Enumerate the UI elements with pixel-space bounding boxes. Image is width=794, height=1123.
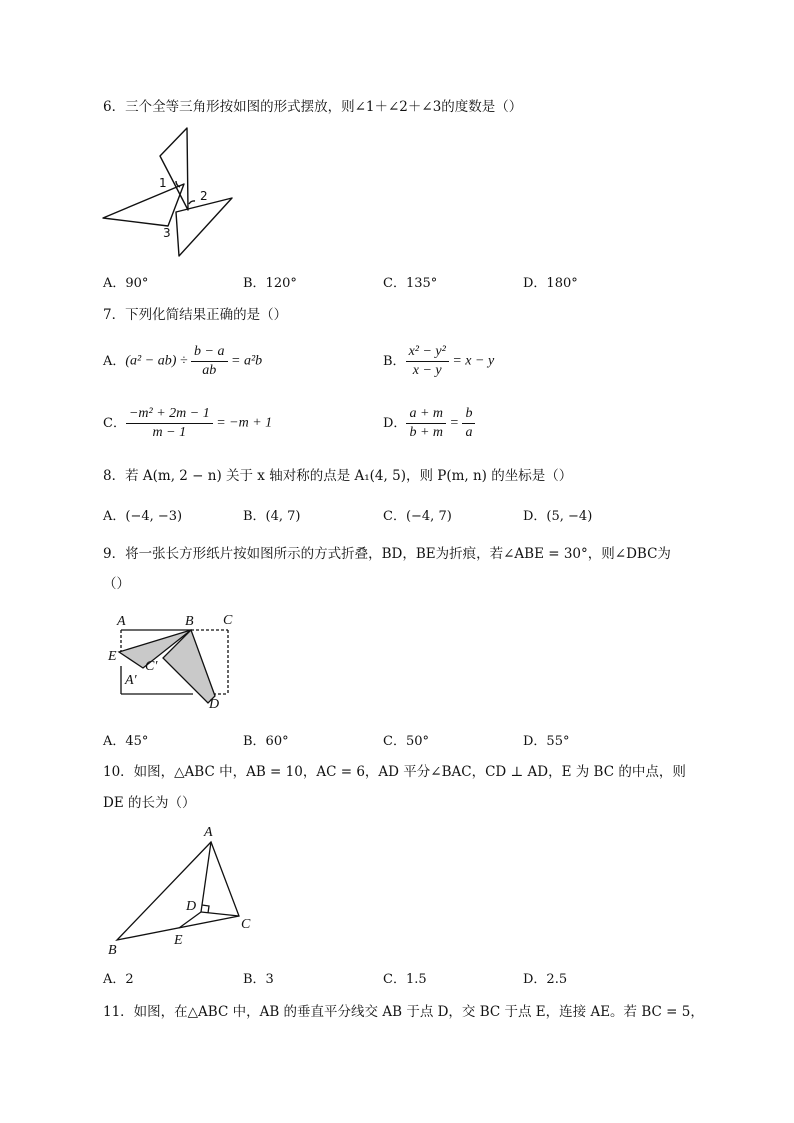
q7-d-equals: = (446, 415, 463, 431)
q6-label-2: 2 (200, 189, 208, 203)
q7-d-numerator: a + m (406, 405, 446, 424)
q7-c-letter: C． (103, 416, 126, 431)
q6-option-a: A．90° (103, 276, 149, 291)
q7-option-d (383, 405, 475, 442)
q9-label-b: B (185, 614, 194, 629)
q8-option-d: D．(5, −4) (523, 509, 593, 524)
q6-angle-arc-2 (189, 201, 195, 204)
q10-triangle-abc (117, 842, 239, 940)
q6-label-3: 3 (163, 226, 171, 240)
q6-triangle-left (103, 184, 184, 226)
q6-stem: 6．三个全等三角形按如图的形式摆放，则∠1＋∠2＋∠3的度数是（） (103, 99, 523, 115)
q7-option-c (103, 405, 272, 442)
q6-triangle-right (176, 198, 232, 256)
q10-label-e: E (174, 933, 183, 948)
q10-stem-line2: DE 的长为（） (103, 795, 196, 811)
q9-stem-line2: （） (103, 576, 130, 592)
q7-d-denominator-2: a (465, 425, 473, 440)
q7-d-fraction-left (406, 405, 446, 442)
q7-a-fraction (191, 343, 227, 380)
q9-label-cprime: C′ (145, 659, 158, 674)
q7-a-right: = a²b (227, 353, 263, 369)
q7-option-b (383, 343, 494, 380)
q9-option-a: A．45° (103, 734, 149, 749)
q6-triangle-top (160, 128, 188, 210)
q9-label-e: E (108, 649, 117, 664)
q7-b-right: = x − y (448, 353, 495, 369)
q10-option-d: D．2.5 (523, 972, 568, 987)
q7-a-numerator: b − a (191, 343, 227, 362)
q6-option-c: C．135° (383, 276, 438, 291)
q9-label-c: C (223, 613, 233, 628)
q7-c-right: = −m + 1 (212, 415, 273, 431)
q10-label-a: A (204, 825, 213, 840)
q7-c-numerator: −m² + 2m − 1 (126, 405, 213, 424)
q9-option-d: D．55° (523, 734, 570, 749)
q7-b-denominator: x − y (412, 363, 442, 378)
q7-b-letter: B． (383, 354, 406, 369)
q7-a-letter: A． (103, 354, 126, 369)
q9-option-b: B．60° (243, 734, 289, 749)
q10-label-c: C (241, 917, 251, 932)
q7-c-denominator: m − 1 (152, 425, 187, 440)
q9-label-d: D (209, 697, 220, 712)
q10-label-b: B (108, 943, 117, 958)
q10-segment-dc (201, 912, 239, 916)
q8-option-a: A．(−4, −3) (103, 509, 183, 524)
q7-d-numerator-2: b (462, 405, 475, 424)
q7-c-fraction (126, 405, 213, 442)
q7-d-letter: D． (383, 416, 407, 431)
q8-stem: 8．若 A(m, 2 − n) 关于 x 轴对称的点是 A₁(4, 5)，则 P(m, n) 的坐标是（） (103, 468, 573, 484)
q10-stem-line1: 10．如图，△ABC 中，AB = 10，AC = 6，AD 平分∠BAC，CD ⊥ AD，E 为 BC 的中点，则 (103, 764, 686, 780)
q6-option-d: D．180° (523, 276, 578, 291)
q10-option-b: B．3 (243, 972, 274, 987)
q8-option-c: C．(−4, 7) (383, 509, 452, 524)
q7-b-fraction (406, 343, 449, 380)
q9-label-aprime: A′ (125, 673, 137, 688)
q9-figure (103, 608, 253, 714)
q10-option-c: C．1.5 (383, 972, 427, 987)
q10-figure (103, 820, 263, 960)
q6-option-b: B．120° (243, 276, 297, 291)
q7-option-a (103, 343, 262, 380)
q9-stem-line1: 9．将一张长方形纸片按如图所示的方式折叠，BD，BE为折痕，若∠ABE = 30°，则∠DBC为 (103, 546, 671, 562)
q7-a-left: (a² − ab) ÷ (125, 353, 192, 369)
q9-option-c: C．50° (383, 734, 429, 749)
q6-angle-arc-1 (176, 181, 180, 187)
q10-segment-ad (201, 842, 211, 912)
q7-b-numerator: x² − y² (406, 343, 449, 362)
q6-figure (100, 126, 236, 260)
q7-a-denominator: ab (202, 363, 217, 378)
q8-option-b: B．(4, 7) (243, 509, 301, 524)
q7-d-fraction-right (462, 405, 475, 442)
q10-label-d: D (186, 899, 197, 914)
q7-d-denominator: b + m (409, 425, 443, 440)
q7-stem: 7．下列化简结果正确的是（） (103, 307, 288, 323)
q10-option-a: A．2 (103, 972, 134, 987)
q6-label-1: 1 (159, 176, 167, 190)
q11-stem: 11．如图，在△ABC 中，AB 的垂直平分线交 AB 于点 D，交 BC 于点 E，连接 AE。若 BC = 5， (103, 1004, 704, 1020)
q9-label-a: A (117, 614, 126, 629)
